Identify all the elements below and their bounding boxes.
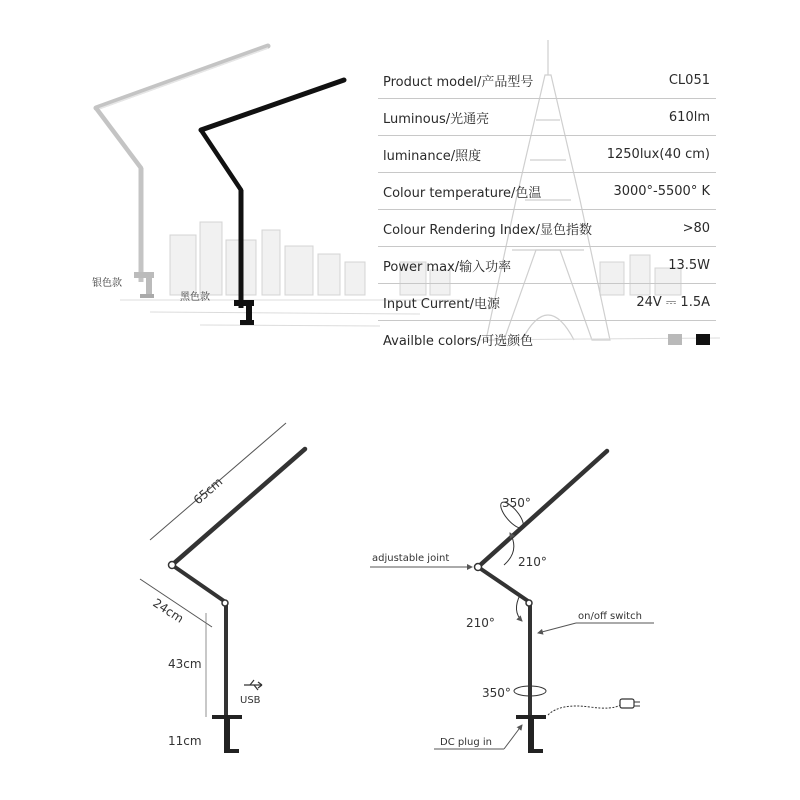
on-off-switch-label: on/off switch (578, 611, 642, 622)
base-rotation-label: 350° (482, 686, 511, 700)
top-rotation-label: 350° (502, 496, 531, 510)
silver-lamp-label: 银色款 (92, 278, 122, 289)
dimension-diagrams (0, 365, 800, 800)
spec-row-luminous (378, 99, 716, 136)
spec-value: 1250lux(40 cm) (606, 146, 710, 162)
silver-color-swatch (668, 334, 682, 345)
spec-label: Colour temperature/色温 (383, 185, 542, 201)
spec-value: 13.5W (668, 257, 710, 273)
usb-label: USB (240, 695, 261, 706)
spec-value: >80 (682, 220, 710, 236)
lower-rotation-label: 210° (466, 616, 495, 630)
spec-label: Input Current/电源 (383, 296, 501, 312)
color-swatches (668, 334, 710, 345)
arm-length-label: 65cm (190, 474, 226, 508)
spec-label: Colour Rendering Index/显色指数 (383, 222, 592, 238)
dimension-lamp-drawing (140, 423, 305, 753)
spec-value: 3000°-5500° K (613, 183, 710, 199)
spec-row-luminance (378, 136, 716, 173)
adjustable-joint-label: adjustable joint (372, 553, 450, 564)
spec-row-colour-temperature (378, 173, 716, 210)
spec-row-color-rendering-index (378, 210, 716, 247)
spec-label: Power max/输入功率 (383, 259, 512, 275)
spec-value: CL051 (668, 72, 710, 88)
black-color-swatch (696, 334, 710, 345)
spec-row-product-model (378, 62, 716, 99)
black-lamp-label: 黑色款 (180, 292, 210, 303)
joint-rotation-label: 210° (518, 555, 547, 569)
spec-label: luminance/照度 (383, 148, 482, 164)
spec-label: Luminous/光通亮 (383, 111, 490, 127)
spec-row-input-current (378, 284, 716, 321)
pole-height-label: 43cm (168, 657, 202, 671)
spec-row-power-max (378, 247, 716, 284)
product-overview (0, 0, 800, 365)
spec-table (378, 62, 716, 358)
base-height-label: 11cm (168, 734, 202, 748)
spec-value: 24V ⎓ 1.5A (636, 294, 710, 310)
spec-label: Availble colors/可选颜色 (383, 334, 534, 349)
dc-plug-label: DC plug in (440, 737, 492, 748)
forearm-length-label: 24cm (150, 595, 187, 626)
usb-icon (244, 680, 262, 690)
spec-label: Product model/产品型号 (383, 74, 534, 90)
spec-row-available-colors (378, 321, 716, 358)
spec-value: 610lm (668, 109, 710, 125)
